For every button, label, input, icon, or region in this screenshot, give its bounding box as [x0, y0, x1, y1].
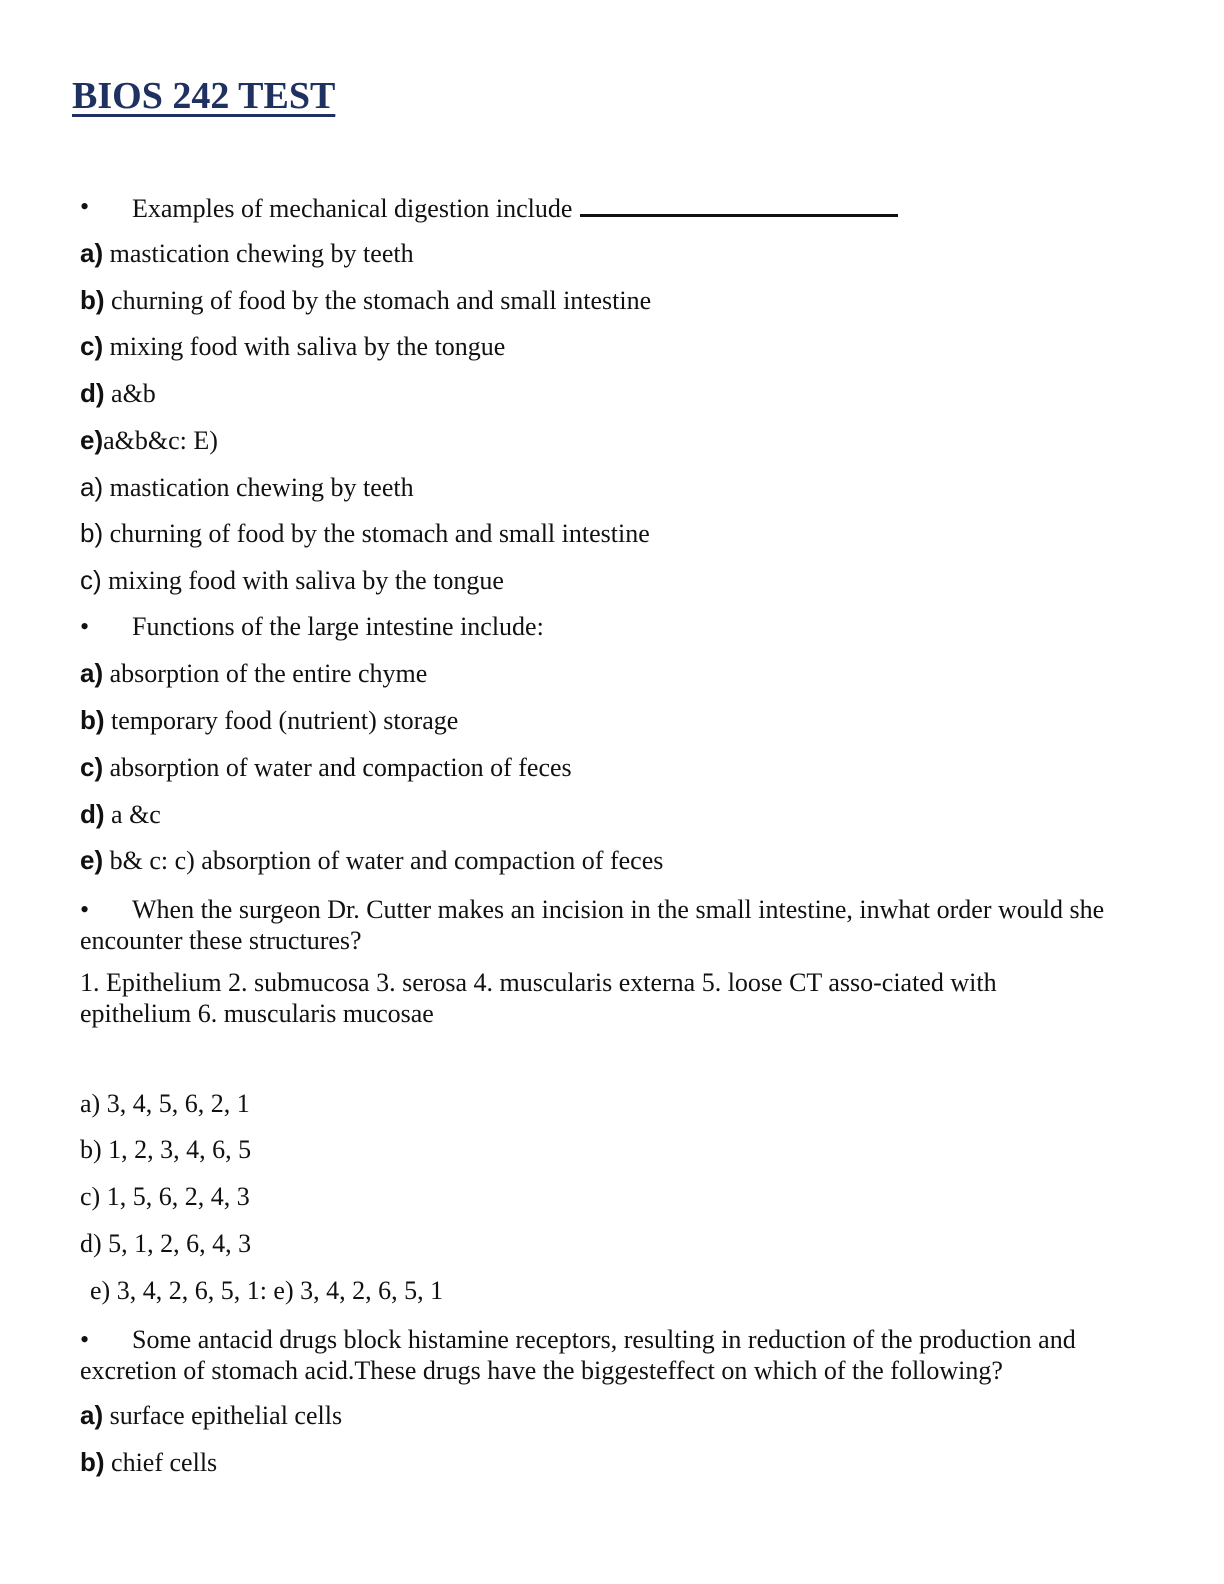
q1-option-e: e)a&b&c: E) [80, 425, 218, 455]
q1-answer-c: c) mixing food with saliva by the tongue [80, 565, 504, 595]
q3-option-b: b) 1, 2, 3, 4, 6, 5 [80, 1135, 252, 1164]
question-1-text: Examples of mechanical digestion include [132, 192, 898, 224]
q1-option-a: a) mastication chewing by teeth [80, 238, 414, 268]
q4-option-a: a) surface epithelial cells [80, 1400, 343, 1430]
q2-option-d: d) a &c [80, 799, 161, 829]
q2-option-e: e) b& c: c) absorption of water and compaction of feces [80, 845, 664, 875]
q3-option-a: a) 3, 4, 5, 6, 2, 1 [80, 1089, 250, 1118]
q3-option-d: d) 5, 1, 2, 6, 4, 3 [80, 1229, 252, 1258]
bullet-icon: • [80, 895, 90, 924]
question-4-text: • Some antacid drugs block histamine receptors, resulting in reduction of the production and excretion of stomach acid.These drugs have the biggesteffect on which of the following? [80, 1325, 1076, 1385]
answer-blank [580, 192, 898, 217]
bullet-icon: • [80, 1325, 90, 1354]
q2-option-a: a) absorption of the entire chyme [80, 658, 428, 688]
q1-option-b: b) churning of food by the stomach and small intestine [80, 285, 652, 315]
q1-answer-a: a) mastication chewing by teeth [80, 472, 414, 502]
q1-answer-b: b) churning of food by the stomach and small intestine [80, 518, 650, 548]
q3-structures-list: 1. Epithelium 2. submucosa 3. serosa 4. muscularis externa 5. loose CT asso-ciated with epithelium 6. muscularis mucosae [80, 968, 997, 1028]
page-title: BIOS 242 TEST [72, 75, 336, 117]
bullet-icon: • [80, 612, 90, 641]
q2-option-b: b) temporary food (nutrient) storage [80, 705, 459, 735]
q4-option-b: b) chief cells [80, 1447, 218, 1477]
q3-option-c: c) 1, 5, 6, 2, 4, 3 [80, 1182, 250, 1211]
q1-option-c: c) mixing food with saliva by the tongue [80, 331, 506, 361]
bullet-icon: • [80, 192, 90, 221]
q1-option-d: d) a&b [80, 378, 156, 408]
question-2-text: Functions of the large intestine include: [132, 612, 544, 641]
q2-option-c: c) absorption of water and compaction of feces [80, 752, 572, 782]
question-3-text: • When the surgeon Dr. Cutter makes an incision in the small intestine, inwhat order would she encounter these structures? [80, 895, 1105, 955]
q3-option-e: e) 3, 4, 2, 6, 5, 1: e) 3, 4, 2, 6, 5, 1 [90, 1276, 444, 1305]
